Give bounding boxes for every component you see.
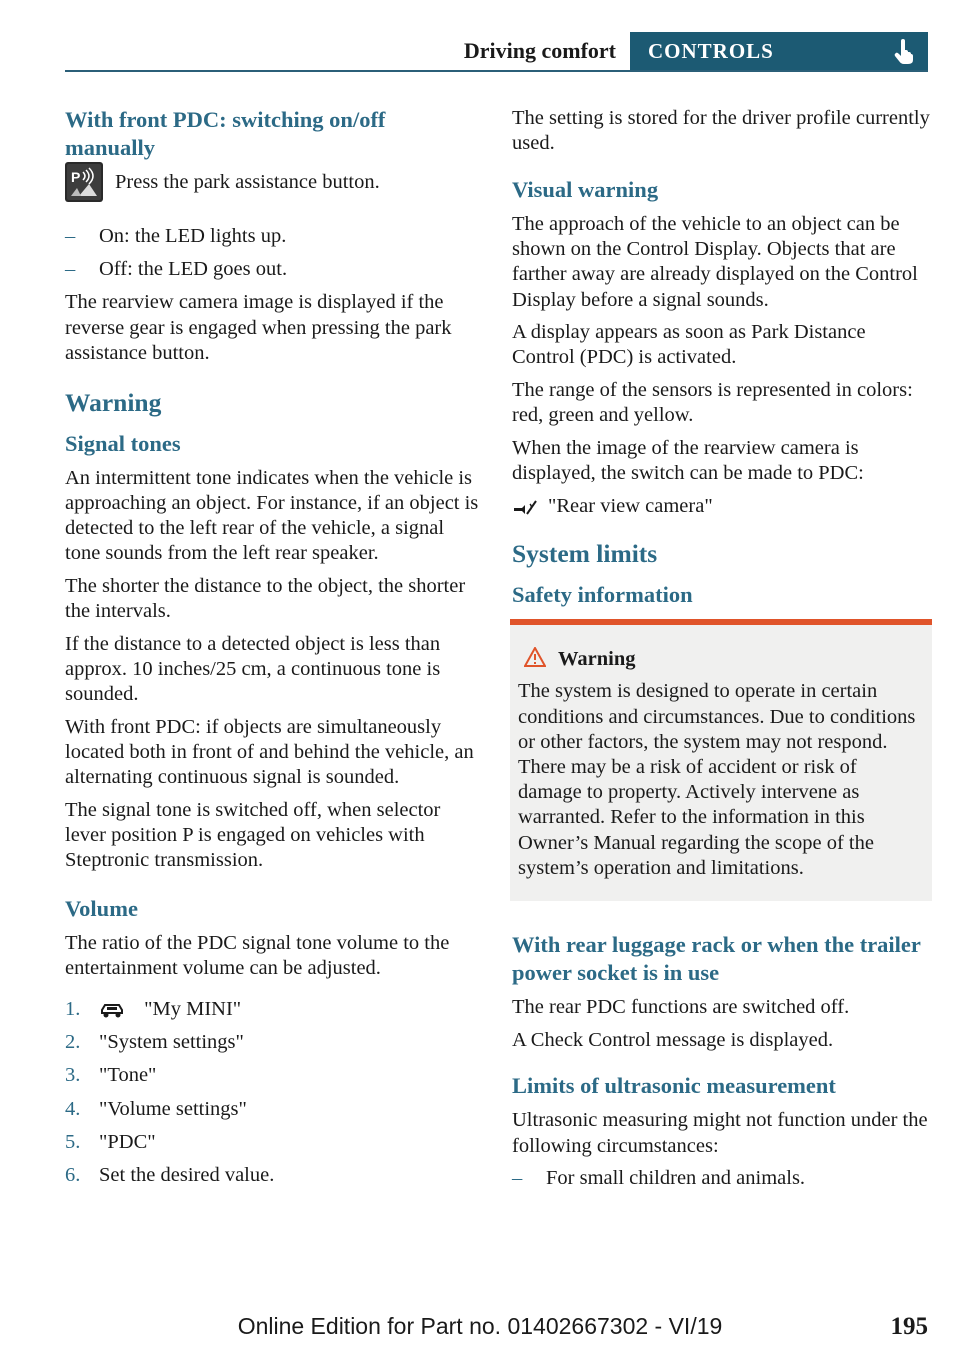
warning-box xyxy=(510,619,932,901)
camera-item xyxy=(512,494,930,519)
list-marker: – xyxy=(65,225,76,247)
list-item-text: For small children and animals. xyxy=(546,1167,806,1190)
heading-volume: Volume xyxy=(65,896,138,922)
paragraph-visual-4: When the image of the rearview camera is displayed, the switch can be made to PDC: xyxy=(512,437,864,485)
list-item-text: On: the LED lights up. xyxy=(99,225,287,247)
paragraph-rearview: The rearview camera image is displayed if the reverse gear is engaged when pressing the park assistance button. xyxy=(65,291,452,364)
pointing-hand-icon xyxy=(894,38,916,64)
chapter-tab xyxy=(630,32,928,70)
paragraph-ultrasonic: Ultrasonic measuring might not function under the following circumstances: xyxy=(512,1109,928,1157)
paragraph-stored: The setting is stored for the driver profile currently used. xyxy=(512,107,930,155)
step-text: Set the desired value. xyxy=(99,1163,275,1186)
warning-text: The system is designed to operate in certain conditions and circumstances. Due to conditions or other factors, the system may not respond. There may be a risk of accident or risk of damage to property. Actively intervene as warranted. Refer to the information in this Owner’s Manual regarding the scope of the system’s operation and limitations. xyxy=(518,680,916,879)
paragraph-signal-2: The shorter the distance to the object, the shorter the intervals. xyxy=(65,574,466,623)
list-item xyxy=(65,997,480,1022)
camera-item-text: "Rear view camera" xyxy=(548,494,713,517)
svg-text:P: P xyxy=(71,169,81,185)
list-item xyxy=(65,224,480,249)
paragraph-visual-3: The range of the sensors is represented in colors: red, green and yellow. xyxy=(512,379,913,427)
volume-steps xyxy=(65,997,480,1188)
paragraph-signal-1: An intermittent tone indicates when the vehicle is approaching an object. For instance, if an object is detected to the left rear of the vehicle, a signal tone sounds from the left rear speaker. xyxy=(65,466,479,565)
paragraph-signal-4: With front PDC: if objects are simultaneously located both in front of and behind the vehicle, an alternating continuous signal is sounded. xyxy=(65,715,474,789)
ultrasonic-list xyxy=(512,1166,930,1191)
led-list xyxy=(65,224,480,282)
heading-ultrasonic-limits: Limits of ultrasonic measurement xyxy=(512,1073,836,1099)
heading-visual-warning: Visual warning xyxy=(512,176,659,202)
list-item xyxy=(512,1166,930,1191)
step-text: "Tone" xyxy=(99,1064,157,1087)
section-title: Driving comfort xyxy=(463,38,616,63)
rear-view-camera-icon xyxy=(512,498,538,518)
heading-luggage-rack: With rear luggage rack or when the trailer power socket is in use xyxy=(512,931,921,985)
step-text: "System settings" xyxy=(99,1031,244,1054)
header-rule xyxy=(65,70,928,72)
paragraph-volume: The ratio of the PDC signal tone volume to the entertainment volume can be adjusted. xyxy=(65,932,450,980)
warning-title xyxy=(518,647,924,672)
page-number: 195 xyxy=(890,1313,928,1340)
chapter-label: CONTROLS xyxy=(648,39,774,63)
step-number: 2. xyxy=(65,1031,81,1054)
list-marker: – xyxy=(512,1167,523,1190)
paragraph-signal-5: The signal tone is switched off, when selector lever position P is engaged on vehicles with Steptronic transmission. xyxy=(65,798,441,872)
heading-safety-information: Safety information xyxy=(512,582,693,608)
step-number: 1. xyxy=(65,997,81,1020)
park-assist-button-icon xyxy=(65,162,103,202)
footer-edition: Online Edition for Part no. 01402667302 - VI/19 xyxy=(237,1313,723,1339)
step-text: "PDC" xyxy=(99,1130,156,1153)
list-item xyxy=(65,1063,480,1088)
list-item-text: Off: the LED goes out. xyxy=(99,258,288,281)
press-button-row xyxy=(65,170,480,210)
heading-front-pdc: With front PDC: switching on/off manually xyxy=(65,107,386,160)
step-number: 3. xyxy=(65,1064,81,1087)
page-header xyxy=(65,32,928,72)
left-column xyxy=(65,106,480,1196)
paragraph-luggage-2: A Check Control message is displayed. xyxy=(512,1028,834,1051)
list-item xyxy=(65,1097,480,1122)
step-number: 4. xyxy=(65,1097,81,1120)
list-item xyxy=(65,257,480,282)
list-item xyxy=(65,1030,480,1055)
press-instruction: Press the park assistance button. xyxy=(115,171,380,193)
step-number: 5. xyxy=(65,1130,81,1153)
step-text: "My MINI" xyxy=(144,997,242,1020)
heading-signal-tones: Signal tones xyxy=(65,430,181,456)
heading-system-limits: System limits xyxy=(512,539,658,569)
car-icon xyxy=(99,1001,125,1019)
step-number: 6. xyxy=(65,1163,81,1186)
step-text: "Volume settings" xyxy=(99,1097,247,1120)
list-marker: – xyxy=(65,258,76,281)
paragraph-visual-1: The approach of the vehicle to an object can be shown on the Control Display. Objects that are farther away are already displayed on the Control Display before a signal sounds. xyxy=(512,212,918,311)
warning-triangle-icon xyxy=(524,647,546,667)
list-item xyxy=(65,1130,480,1155)
warning-title-text: Warning xyxy=(558,648,636,671)
list-item xyxy=(65,1163,480,1188)
right-column xyxy=(512,106,930,1199)
paragraph-luggage-1: The rear PDC functions are switched off. xyxy=(512,995,850,1018)
paragraph-visual-2: A display appears as soon as Park Distance Control (PDC) is activated. xyxy=(512,321,866,369)
heading-warning: Warning xyxy=(65,387,162,417)
paragraph-signal-3: If the distance to a detected object is less than approx. 10 inches/25 cm, a continuous tone is sounded. xyxy=(65,632,441,706)
